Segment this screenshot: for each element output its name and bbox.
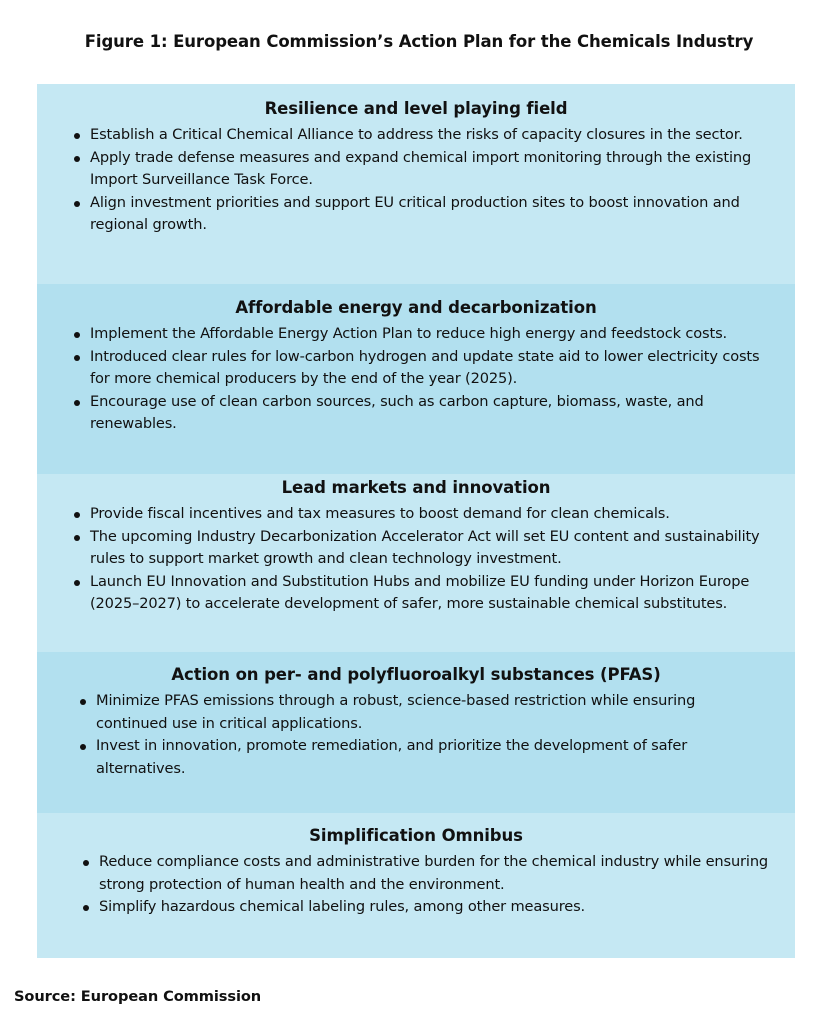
bullet-item: Launch EU Innovation and Substitution Hubs and mobilize EU funding under Horizon Europe (2025–2027) to accelerate development of safer, more sustainable chemical substitutes.	[90, 571, 795, 616]
bullet-item: Simplify hazardous chemical labeling rules, among other measures.	[99, 896, 795, 919]
section-bullet-list	[37, 124, 795, 237]
figure-title: Figure 1: European Commission’s Action Plan for the Chemicals Industry	[84, 32, 754, 51]
section-bullet-list	[37, 851, 795, 919]
bullet-item: Align investment priorities and support EU critical production sites to boost innovation and regional growth.	[90, 192, 795, 237]
bullet-item: Encourage use of clean carbon sources, such as carbon capture, biomass, waste, and renewables.	[90, 391, 795, 436]
section-heading: Affordable energy and decarbonization	[235, 298, 597, 317]
section-bullet-list	[37, 323, 795, 436]
section-bullet-list	[37, 503, 795, 616]
section-pfas	[37, 652, 795, 813]
bullet-item: Establish a Critical Chemical Alliance to address the risks of capacity closures in the sector.	[90, 124, 795, 147]
section-heading: Action on per- and polyfluoroalkyl substances (PFAS)	[171, 665, 661, 684]
bullet-item: Implement the Affordable Energy Action Plan to reduce high energy and feedstock costs.	[90, 323, 795, 346]
section-heading: Lead markets and innovation	[281, 478, 551, 497]
bullet-item: The upcoming Industry Decarbonization Accelerator Act will set EU content and sustainability rules to support market growth and clean technology investment.	[90, 526, 795, 571]
action-plan-panel	[37, 84, 795, 958]
bullet-item: Provide fiscal incentives and tax measures to boost demand for clean chemicals.	[90, 503, 795, 526]
bullet-item: Minimize PFAS emissions through a robust, science-based restriction while ensuring continued use in critical applications.	[96, 690, 795, 735]
bullet-item: Invest in innovation, promote remediation, and prioritize the development of safer alternatives.	[96, 735, 795, 780]
section-heading: Resilience and level playing field	[264, 99, 568, 118]
section-bullet-list	[37, 690, 795, 780]
bullet-item: Reduce compliance costs and administrative burden for the chemical industry while ensuring strong protection of human health and the environment.	[99, 851, 795, 896]
bullet-item: Introduced clear rules for low-carbon hydrogen and update state aid to lower electricity costs for more chemical producers by the end of the year (2025).	[90, 346, 795, 391]
source-note: Source: European Commission	[14, 988, 262, 1005]
bullet-item: Apply trade defense measures and expand chemical import monitoring through the existing Import Surveillance Task Force.	[90, 147, 795, 192]
section-lead-markets	[37, 474, 795, 652]
section-heading: Simplification Omnibus	[309, 826, 523, 845]
section-affordable-energy	[37, 284, 795, 474]
section-resilience	[37, 84, 795, 284]
section-simplification	[37, 813, 795, 958]
